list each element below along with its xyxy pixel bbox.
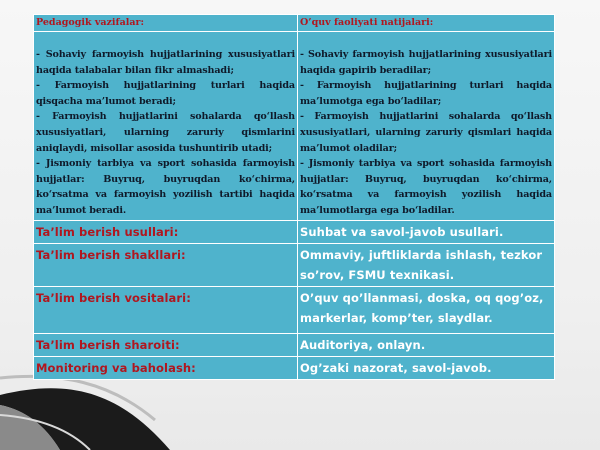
table-row-monitoring bbox=[34, 356, 555, 379]
conditions-value: Auditoriya, onlayn. bbox=[298, 333, 555, 356]
table-header-row bbox=[34, 15, 555, 32]
task-item: - Sohaviy farmoyish hujjatlarining xususiyatlari haqida talabalar bilan fikr almashadi; bbox=[36, 49, 295, 76]
monitoring-label: Monitoring va baholash: bbox=[34, 356, 298, 379]
table-row-conditions bbox=[34, 333, 555, 356]
outcome-item: - Sohaviy farmoyish hujjatlarining xususiyatlari haqida gapirib beradilar; bbox=[300, 49, 552, 76]
learning-outcomes-cell bbox=[298, 32, 555, 221]
tasks-outcomes-row bbox=[34, 32, 555, 221]
conditions-label: Ta’lim berish sharoiti: bbox=[34, 333, 298, 356]
table-row-forms bbox=[34, 243, 555, 286]
table-row-tools bbox=[34, 286, 555, 333]
header-learning-outcomes: O’quv faoliyati natijalari: bbox=[298, 15, 555, 32]
task-item: - Farmoyish hujjatlarini sohalarda qo‘llash xususiyatlari, ularning zaruriy qismlarini aniqlaydi, misollar asosida tushuntirib utadi; bbox=[36, 111, 295, 154]
outcome-item: - Jismoniy tarbiya va sport sohasida farmoyish hujjatlar: Buyruq, buyruqdan ko‘chirma, ko‘rsatma va farmoyish yozilish haqida ma’lumotlarga ega bo‘ladilar. bbox=[300, 158, 552, 216]
monitoring-value: Og’zaki nazorat, savol-javob. bbox=[298, 356, 555, 379]
table-row-methods bbox=[34, 220, 555, 243]
forms-label: Ta’lim berish shakllari: bbox=[34, 243, 298, 286]
task-item: - Farmoyish hujjatlarining turlari haqida qisqacha ma’lumot beradi; bbox=[36, 80, 295, 107]
forms-value: Ommaviy, juftliklarda ishlash, tezkor so’rov, FSMU texnikasi. bbox=[298, 243, 555, 286]
lesson-plan-table bbox=[33, 14, 555, 380]
methods-label: Ta’lim berish usullari: bbox=[34, 220, 298, 243]
tools-label: Ta’lim berish vositalari: bbox=[34, 286, 298, 333]
header-pedagogical-tasks: Pedagogik vazifalar: bbox=[34, 15, 298, 32]
outcome-item: - Farmoyish hujjatlarining turlari haqida ma’lumotga ega bo‘ladilar; bbox=[300, 80, 552, 107]
methods-value: Suhbat va savol-javob usullari. bbox=[298, 220, 555, 243]
outcome-item: - Farmoyish hujjatlarini sohalarda qo‘llash xususiyatlari, ularning zaruriy qismlari haqida ma’lumot oladilar; bbox=[300, 111, 552, 154]
tools-value: O’quv qo’llanmasi, doska, oq qog’oz, markerlar, komp’ter, slaydlar. bbox=[298, 286, 555, 333]
pedagogical-tasks-cell bbox=[34, 32, 298, 221]
task-item: - Jismoniy tarbiya va sport sohasida farmoyish hujjatlar: Buyruq, buyruqdan ko‘chirma, ko‘rsatma va farmoyish yozilish tartibi haqida ma’lumot beradi. bbox=[36, 158, 295, 216]
